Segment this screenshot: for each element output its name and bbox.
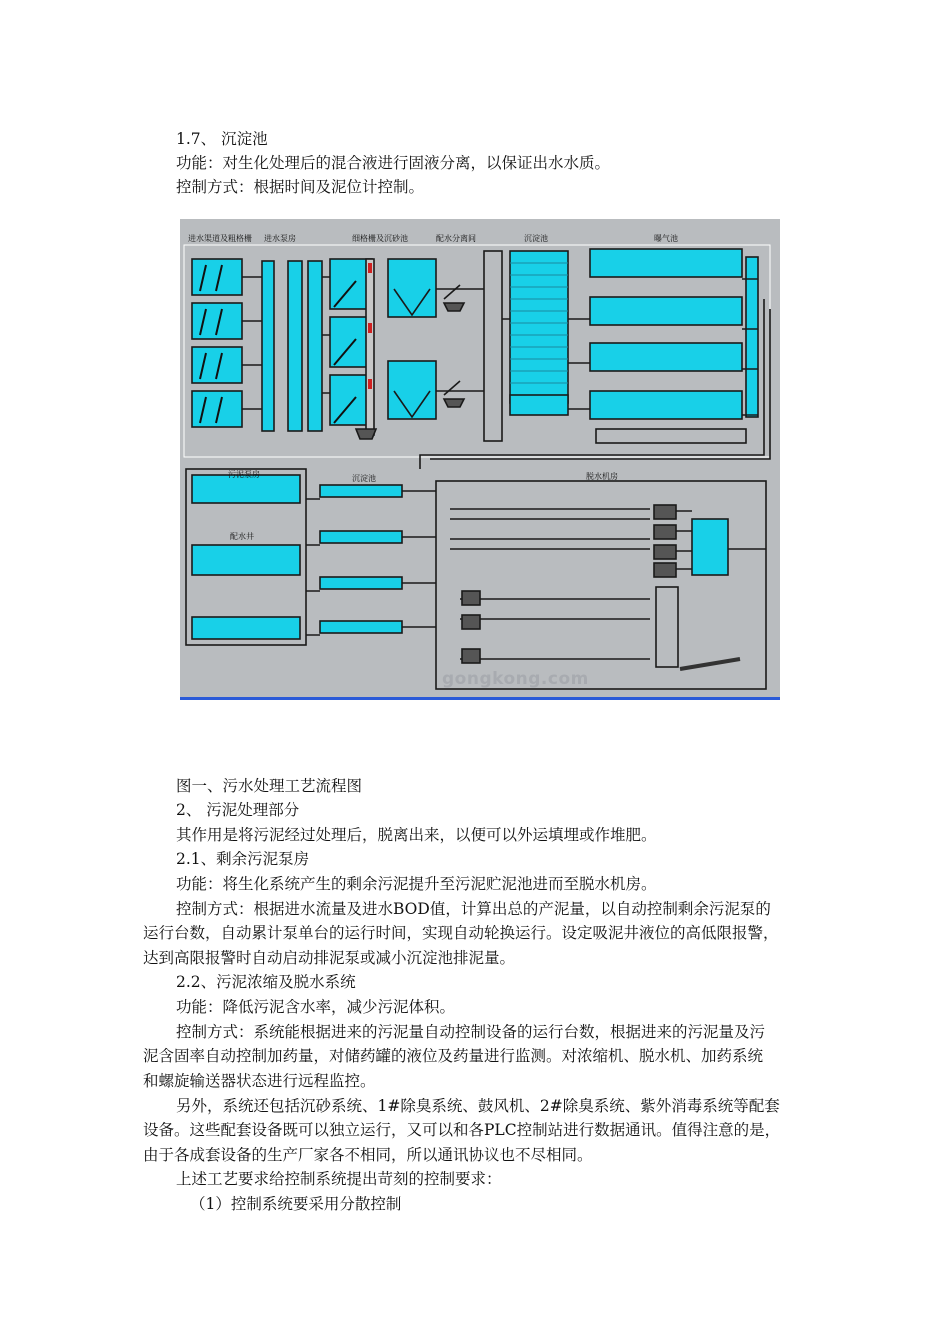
label-sedimentation-bottom: 沉淀池 [352,474,376,483]
label-inlet-channel: 进水渠道及粗格栅 [188,234,252,243]
label-aeration: 曝气池 [654,234,678,243]
section-2-2-control-line3: 和螺旋输送器状态进行远程监控。 [143,1072,376,1090]
other-equipment-line2: 设备。这些配套设备既可以独立运行，又可以和各PLC控制站进行数据通讯。值得注意的是， [143,1121,781,1139]
section-1-7-control: 控制方式：根据时间及泥位计控制。 [176,178,425,196]
label-sludge-pump: 污泥泵房 [228,470,260,479]
label-distribution: 配水分离间 [436,234,476,243]
section-1-7-function: 功能：对生化处理后的混合液进行固液分离，以保证出水水质。 [176,154,611,172]
other-equipment-line3: 由于各成套设备的生产厂家各不相同，所以通讯协议也不尽相同。 [143,1146,593,1164]
section-2-1-control-line2: 运行台数，自动累计泵单台的运行时间，实现自动轮换运行。设定吸泥井液位的高低限报警， [143,924,779,942]
figure-caption: 图一、污水处理工艺流程图 [176,777,363,795]
section-2-2-function: 功能：降低污泥含水率，减少污泥体积。 [176,998,456,1016]
section-2-1-control-line3: 达到高限报警时自动启动排泥泵或减小沉淀池排泥量。 [143,949,516,967]
section-heading-2: 2、 污泥处理部分 [176,801,300,819]
section-2-2-control-line1: 控制方式：系统能根据进来的污泥量自动控制设备的运行台数，根据进来的污泥量及污 [176,1023,766,1041]
label-dist-well: 配水井 [230,532,254,541]
requirement-1: （1）控制系统要采用分散控制 [190,1195,402,1213]
section-2-1-control-line1: 控制方式：根据进水流量及进水BOD值，计算出总的产泥量，以自动控制剩余污泥泵的 [176,900,771,918]
section-heading-1-7: 1.7、 沉淀池 [176,130,268,148]
other-equipment-line1: 另外，系统还包括沉砂系统、1#除臭系统、鼓风机、2#除臭系统、紫外消毒系统等配套 [176,1097,780,1115]
label-inlet-pump: 进水泵房 [264,234,296,243]
requirements-intro: 上述工艺要求给控制系统提出苛刻的控制要求： [176,1170,502,1188]
section-2-1-function: 功能：将生化系统产生的剩余污泥提升至污泥贮泥池进而至脱水机房。 [176,875,657,893]
process-flow-svg [180,219,780,697]
watermark: gongkong.com [442,669,589,689]
section-2-2-control-line2: 泥含固率自动控制加药量，对储药罐的液位及药量进行监测。对浓缩机、脱水机、加药系统 [143,1047,764,1065]
section-heading-2-2: 2.2、污泥浓缩及脱水系统 [176,973,356,991]
section-2-intro: 其作用是将污泥经过处理后，脱离出来，以便可以外运填埋或作堆肥。 [176,826,657,844]
label-fine-screen: 细格栅及沉砂池 [352,234,408,243]
process-flow-diagram [180,219,780,700]
label-sedimentation-top: 沉淀池 [524,234,548,243]
section-heading-2-1: 2.1、剩余污泥泵房 [176,850,310,868]
label-dewatering: 脱水机房 [586,472,618,481]
